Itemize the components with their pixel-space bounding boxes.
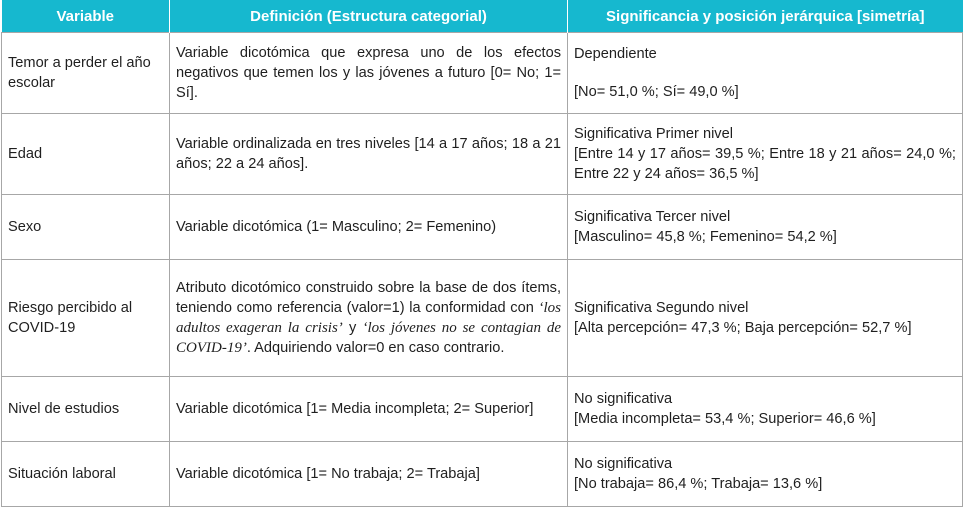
table-row [2,114,963,195]
significance-label: No significativa [574,456,673,472]
table-row [2,442,963,507]
significance-cell [568,114,963,195]
significance-cell [568,260,963,377]
definition-cell: Variable dicotómica que expresa uno de los efectos negativos que temen los y las jóvenes a futuro [0= No; 1= Sí]. [170,33,568,114]
header-definition: Definición (Estructura categorial) [170,0,568,33]
table-row [2,33,963,114]
significance-cell [568,377,963,442]
variable-cell: Edad [2,114,170,195]
definition-cell [170,260,568,377]
header-significance: Significancia y posición jerárquica [simetría] [568,0,963,33]
variable-cell: Nivel de estudios [2,377,170,442]
table-row [2,377,963,442]
variable-cell: Riesgo percibido al COVID-19 [2,260,170,377]
significance-label: Significativa Primer nivel [574,126,733,142]
definition-cell: Variable ordinalizada en tres niveles [14 a 17 años; 18 a 21 años; 22 a 24 años]. [170,114,568,195]
variable-cell: Sexo [2,195,170,260]
significance-label: Significativa Segundo nivel [574,300,749,316]
definition-text: Atributo dicotómico construido sobre la base de dos ítems, teniendo como referencia (valor=1) la conformidad con [176,280,561,316]
significance-label: Dependiente [574,46,657,62]
distribution-label: [Alta percepción= 47,3 %; Baja percepción= 52,7 %] [574,320,912,336]
significance-label: Significativa Tercer nivel [574,209,731,225]
variable-cell: Situación laboral [2,442,170,507]
significance-cell [568,195,963,260]
definition-text: y [342,320,363,336]
definition-quote: ‘los adultos exageran la crisis’ [176,300,561,336]
distribution-label: [Masculino= 45,8 %; Femenino= 54,2 %] [574,229,837,245]
distribution-label: [Media incompleta= 53,4 %; Superior= 46,6 %] [574,411,876,427]
variable-cell: Temor a perder el año escolar [2,33,170,114]
distribution-label: [No= 51,0 %; Sí= 49,0 %] [574,84,739,100]
significance-label: No significativa [574,391,673,407]
table-row [2,260,963,377]
definition-cell: Variable dicotómica [1= No trabaja; 2= Trabaja] [170,442,568,507]
table-row [2,195,963,260]
distribution-label: [No trabaja= 86,4 %; Trabaja= 13,6 %] [574,476,823,492]
header-row [2,0,963,33]
definition-quote: ‘los jóvenes no se contagian de COVID-19’ [176,320,561,356]
spacer [574,64,956,82]
definition-cell: Variable dicotómica [1= Media incompleta; 2= Superior] [170,377,568,442]
distribution-label: [Entre 14 y 17 años= 39,5 %; Entre 18 y 21 años= 24,0 %; Entre 22 y 24 años= 36,5 %] [574,146,956,182]
variables-table [1,0,963,507]
definition-cell: Variable dicotómica (1= Masculino; 2= Femenino) [170,195,568,260]
header-variable: Variable [2,0,170,33]
definition-text: . Adquiriendo valor=0 en caso contrario. [246,340,505,356]
significance-cell [568,442,963,507]
significance-cell [568,33,963,114]
